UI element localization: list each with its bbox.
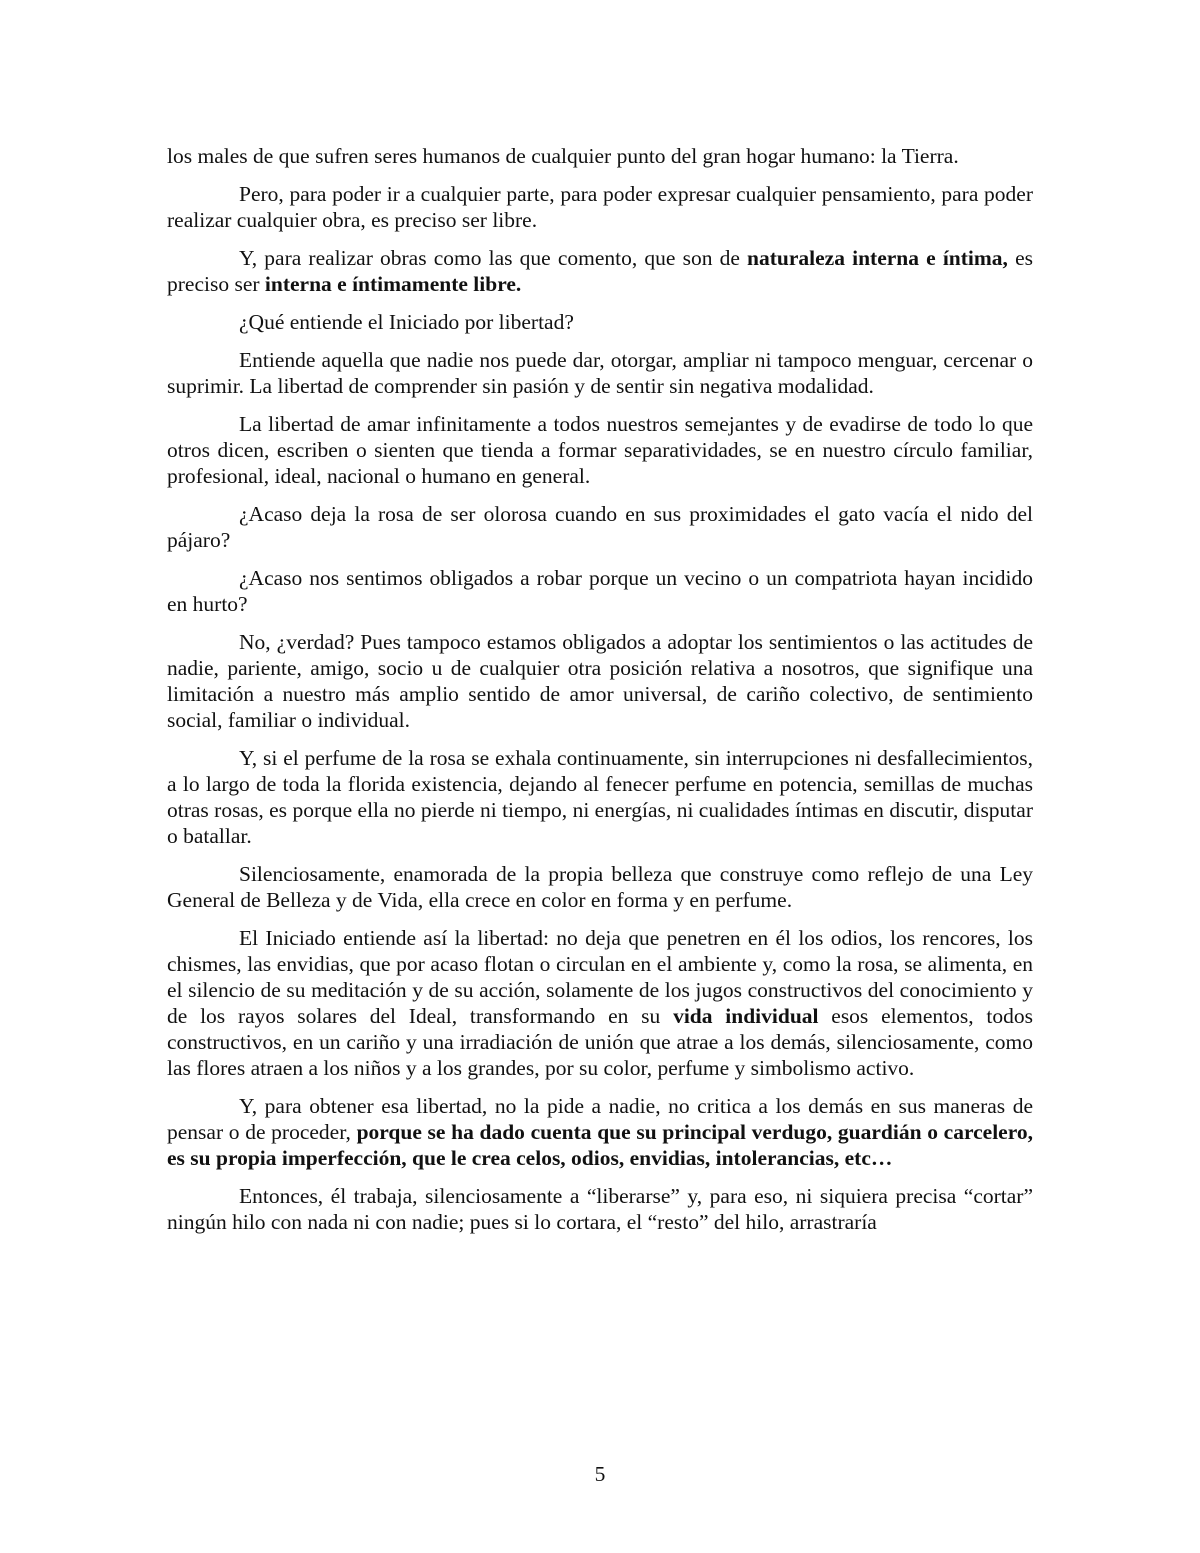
- paragraph-10: [167, 745, 1033, 849]
- paragraph-3-text-b: es preciso ser: [167, 246, 1033, 296]
- paragraph-3-bold-a: naturaleza interna e íntima,: [747, 246, 1008, 270]
- paragraph-10-text: Y, si el perfume de la rosa se exhala continuamente, sin interrupciones ni desfallecimientos, a lo largo de toda la florida existencia, dejando al fenecer perfume en potencia, semillas de muchas otras rosas, es porque ella no pierde ni tiempo, ni energías, ni cualidades íntimas en discutir, disputar o batallar.: [167, 746, 1033, 848]
- paragraph-11-text: Silenciosamente, enamorada de la propia belleza que construye como reflejo de una Ley General de Belleza y de Vida, ella crece en color en forma y en perfume.: [167, 862, 1033, 912]
- paragraph-13: [167, 1093, 1033, 1171]
- page-number: 5: [594, 1462, 606, 1486]
- paragraph-11: [167, 861, 1033, 913]
- paragraph-9-text: No, ¿verdad? Pues tampoco estamos obligados a adoptar los sentimientos o las actitudes de nadie, pariente, amigo, socio u de cualquier otra posición relativa a nosotros, que signifique una limitación a nuestro más amplio sentido de amor universal, de cariño colectivo, de sentimiento social, familiar o individual.: [167, 630, 1033, 732]
- paragraph-7-text: ¿Acaso deja la rosa de ser olorosa cuando en sus proximidades el gato vacía el nido del pájaro?: [167, 502, 1033, 552]
- paragraph-5-text: Entiende aquella que nadie nos puede dar, otorgar, ampliar ni tampoco menguar, cercenar o suprimir. La libertad de comprender sin pasión y de sentir sin negativa modalidad.: [167, 348, 1033, 398]
- paragraph-12-text-a: El Iniciado entiende así la libertad: no deja que penetren en él los odios, los rencores, los chismes, las envidias, que por acaso flotan o circulan en el ambiente y, como la rosa, se alimenta, en el silencio de su meditación y de su acción, solamente de los jugos constructivos del conocimiento y de los rayos solares del Ideal, transformando en su: [167, 926, 1033, 1028]
- paragraph-3-bold-b: interna e íntimamente libre.: [264, 272, 522, 296]
- paragraph-13-bold: porque se ha dado cuenta que su principal verdugo, guardián o carcelero, es su propia imperfección, que le crea celos, odios, envidias, intolerancias, etc…: [167, 1120, 1033, 1170]
- paragraph-4-text: ¿Qué entiende el Iniciado por libertad?: [239, 310, 574, 334]
- paragraph-2: [167, 181, 1033, 233]
- paragraph-12-text-b: esos elementos, todos constructivos, en un cariño y una irradiación de unión que atrae a los demás, silenciosamente, como las flores atraen a los niños y a los grandes, por su color, perfume y simbolismo activo.: [167, 1004, 1033, 1080]
- paragraph-14-text: Entonces, él trabaja, silenciosamente a “liberarse” y, para eso, ni siquiera precisa “cortar” ningún hilo con nada ni con nadie; pues si lo cortara, el “resto” del hilo, arrastraría: [167, 1184, 1033, 1234]
- paragraph-6: [167, 411, 1033, 489]
- paragraph-12: [167, 925, 1033, 1081]
- paragraph-3-text-a: Y, para realizar obras como las que comento, que son de: [239, 246, 748, 270]
- paragraph-1: [167, 143, 1033, 169]
- paragraph-5: [167, 347, 1033, 399]
- document-body: [167, 143, 1033, 1247]
- paragraph-13-text: Y, para obtener esa libertad, no la pide a nadie, no critica a los demás en sus maneras de pensar o de proceder,: [167, 1094, 1033, 1144]
- paragraph-12-bold: vida individual: [673, 1004, 819, 1028]
- paragraph-9: [167, 629, 1033, 733]
- paragraph-7: [167, 501, 1033, 553]
- paragraph-1-text: los males de que sufren seres humanos de cualquier punto del gran hogar humano: la Tierra.: [167, 144, 959, 168]
- paragraph-14: [167, 1183, 1033, 1235]
- paragraph-8-text: ¿Acaso nos sentimos obligados a robar porque un vecino o un compatriota hayan incidido en hurto?: [167, 566, 1033, 616]
- paragraph-2-text: Pero, para poder ir a cualquier parte, para poder expresar cualquier pensamiento, para poder realizar cualquier obra, es preciso ser libre.: [167, 182, 1033, 232]
- paragraph-3: [167, 245, 1033, 297]
- paragraph-8: [167, 565, 1033, 617]
- paragraph-6-text: La libertad de amar infinitamente a todos nuestros semejantes y de evadirse de todo lo que otros dicen, escriben o sienten que tienda a formar separatividades, se en nuestro círculo familiar, profesional, ideal, nacional o humano en general.: [167, 412, 1033, 488]
- paragraph-4: [167, 309, 1033, 335]
